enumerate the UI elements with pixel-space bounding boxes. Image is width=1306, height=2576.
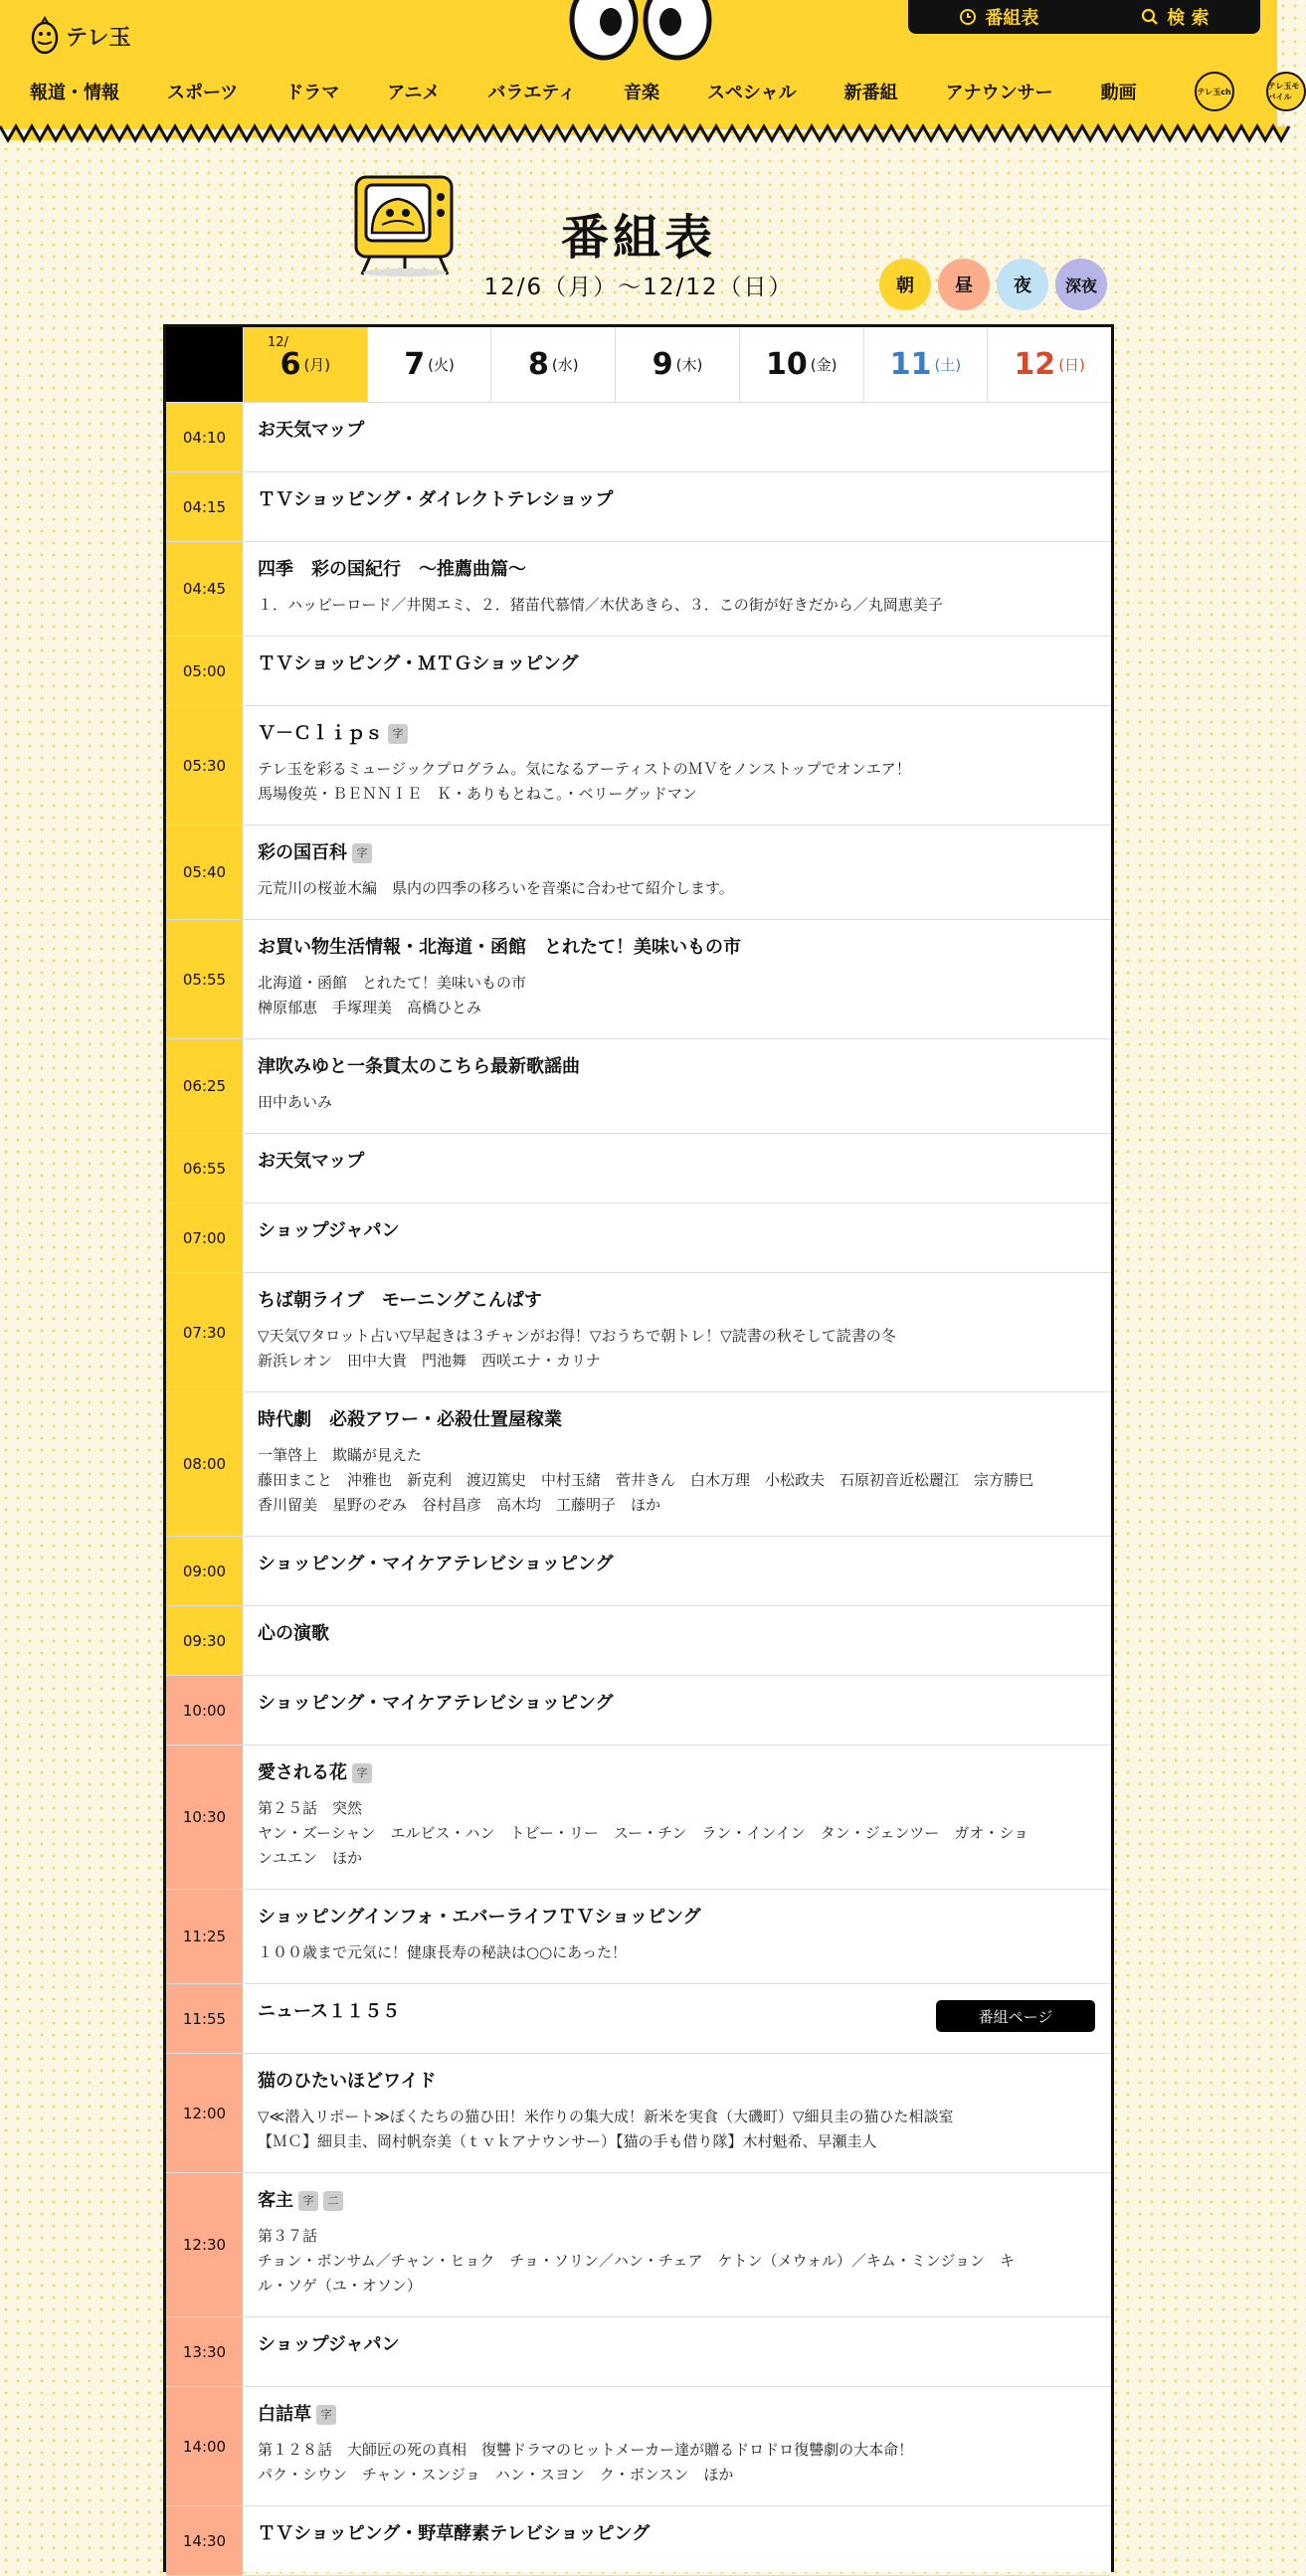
page-heading [0,159,1277,308]
program-badge: 字 [388,724,408,744]
program-title[interactable]: 愛される花 [258,1762,347,1783]
program-title-row [258,1905,1095,1931]
mascot-eyes-icon [567,0,714,64]
program-description-line: １００歳まで元気に！健康長寿の秘訣は○○にあった！ [258,1943,628,1961]
program-time: 05:55 [166,920,243,1038]
program-row [166,2506,1111,2576]
day-number: 10 [766,347,808,382]
program-description [258,757,1095,807]
program-row [166,706,1111,826]
program-guide-button[interactable] [959,4,1038,30]
program-description [258,2438,1095,2487]
program-row [166,1984,1111,2054]
program-title[interactable]: ＴＶショッピング・ＭＴＧショッピング [258,653,579,674]
program-time: 05:40 [166,826,243,919]
program-description-line: ヤン・ズーシャン エルビス・ハン トビー・リー スー・チン ラン・インイン タン・ジェンツー ガオ・ショ [258,1824,1029,1842]
program-row [166,920,1111,1039]
program-title[interactable]: 津吹みゆと一条貫太のこちら最新歌謡曲 [258,1056,580,1077]
day-tab[interactable] [739,327,863,402]
program-title-row [258,1288,1095,1314]
day-tab[interactable] [863,327,988,402]
program-description-line: ▽天気▽タロット占い▽早起きは３チャンがお得！▽おうちで朝トレ！▽読書の秋そして読書の冬 [258,1327,896,1345]
program-title[interactable]: ニュース１１５５ [258,2001,401,2022]
nav-item[interactable]: アナウンサー [945,83,1053,103]
program-time: 06:25 [166,1039,243,1133]
search-button[interactable] [1141,4,1209,30]
search-icon [1141,8,1159,26]
day-number: 6 [280,347,301,382]
date-range: 12/6（月）〜12/12（日） [483,275,794,300]
program-time: 06:55 [166,1134,243,1202]
program-time: 12:30 [166,2173,243,2316]
nav-item[interactable]: スペシャル [706,83,797,103]
program-time: 10:00 [166,1676,243,1745]
program-title-row [258,1407,1095,1433]
program-title[interactable]: お買い物生活情報・北海道・函館 とれたて！美味いもの市 [258,937,741,958]
program-title-row [258,2069,1095,2095]
header-zigzag-border [0,126,1277,146]
program-badge: 字 [316,2405,336,2425]
program-description-line: 元荒川の桜並木編 県内の四季の移ろいを音楽に合わせて紹介します。 [258,879,734,897]
program-title-row [258,2332,1095,2358]
program-description [258,971,1095,1020]
program-description [258,1796,1095,1871]
program-description [258,1324,1095,1374]
program-badge: 二 [323,2191,343,2211]
program-title[interactable]: ＴＶショッピング・野草酵素テレビショッピング [258,2523,651,2544]
nav-item[interactable]: スポーツ [167,83,239,103]
program-time: 08:00 [166,1392,243,1536]
program-title[interactable]: ショップジャパン [258,1220,400,1241]
program-row [166,1606,1111,1676]
program-badge: 字 [298,2191,318,2211]
program-cell[interactable] [243,1676,1111,1745]
program-cell[interactable] [243,1984,1111,2053]
program-title-row [258,1621,1095,1647]
day-of-week: (木) [675,356,703,374]
program-time: 14:30 [166,2506,243,2575]
program-row [166,472,1111,542]
program-time: 04:15 [166,472,243,541]
mobile-app-icon[interactable]: テレ玉モバイル [1266,72,1306,111]
page-title: 番組表 [560,210,716,266]
program-title-row [258,1691,1095,1717]
program-cell[interactable] [243,1134,1111,1202]
program-title[interactable]: お天気マップ [258,1151,365,1172]
day-tab[interactable] [367,327,491,402]
channel-icon[interactable]: テレ玉ch [1195,72,1234,111]
program-cell[interactable] [243,1273,1111,1391]
program-description-line: 第２５話 突然 [258,1799,363,1817]
program-cell[interactable] [243,1890,1111,1983]
program-description-line: 馬場俊英・ＢＥＮＮＩＥ Ｋ・ありもとねこ。・ベリーグッドマン [258,785,697,803]
day-number: 8 [528,347,549,382]
day-number: 9 [652,347,673,382]
day-tab[interactable] [243,327,367,402]
clock-icon [959,8,977,26]
program-badge: 字 [352,843,372,863]
program-badge: 字 [352,1763,372,1783]
program-time: 09:00 [166,1537,243,1605]
program-cell[interactable] [243,472,1111,541]
program-guide-label: 番組表 [985,8,1039,29]
program-cell[interactable] [243,2317,1111,2386]
program-title[interactable]: 心の演歌 [258,1623,329,1644]
time-button[interactable]: 朝 [879,259,931,310]
program-description-line: 藤田まこと 沖雅也 新克利 渡辺篤史 中村玉緒 菅井きん 白木万理 小松政夫 石原初音近松麗江 宗方勝巳 [258,1471,1034,1489]
program-title-row [258,1552,1095,1577]
program-description-line: 榊原郁恵 手塚理美 高橋ひとみ [258,999,482,1016]
program-time: 14:00 [166,2387,243,2505]
day-of-week: (日) [1058,356,1085,374]
program-row [166,2317,1111,2387]
day-tab[interactable] [490,327,615,402]
program-description [258,1443,1095,1518]
program-cell[interactable] [243,1392,1111,1536]
program-cell[interactable] [243,1203,1111,1272]
program-description-line: １．ハッピーロード／井関エミ、２．猪苗代慕情／木伏あきら、３．この街が好きだから／丸岡恵美子 [258,596,943,614]
program-page-button[interactable]: 番組ページ [936,2000,1095,2032]
table-corner [166,327,243,402]
program-row [166,1746,1111,1890]
program-description-line: 田中あいみ [258,1093,333,1111]
program-time: 11:55 [166,1984,243,2053]
nav-item[interactable]: ドラマ [285,83,340,103]
program-title[interactable]: ショッピングインフォ・エバーライフＴＶショッピング [258,1907,701,1928]
program-list [166,403,1111,2576]
program-description-line: ル・ソゲ（ユ・オソン） [258,2277,422,2295]
day-of-week: (月) [303,356,331,374]
day-number: 7 [404,347,426,382]
program-row [166,1537,1111,1606]
program-description [258,876,1095,901]
program-description-line: ンユエン ほか [258,1849,363,1867]
program-time: 04:10 [166,403,243,471]
day-of-week: (火) [428,356,455,374]
program-title[interactable]: ショップジャパン [258,2334,400,2355]
program-title-row [258,840,1095,866]
program-cell[interactable] [243,706,1111,825]
day-tabs [166,327,1111,403]
program-title[interactable]: 白詰草 [258,2404,311,2425]
program-cell[interactable] [243,1606,1111,1675]
program-time: 09:30 [166,1606,243,1675]
day-number: 12 [1014,347,1056,382]
program-row [166,2173,1111,2317]
program-description-line: 【ＭＣ】細貝圭、岡村帆奈美（ｔｖｋアナウンサー）【猫の手も借り隊】木村魁希、早瀬圭人 [258,2132,877,2150]
program-description-line: 一筆啓上 欺瞞が見えた [258,1446,423,1464]
program-title[interactable]: 猫のひたいほどワイド [258,2071,437,2092]
program-title[interactable]: お天気マップ [258,420,365,441]
nav-item[interactable]: 動画 [1100,83,1137,103]
tamachan-mascot-icon [30,16,60,56]
program-row [166,1039,1111,1134]
program-description [258,2224,1095,2299]
program-title[interactable]: 彩の国百科 [258,842,347,863]
program-cell[interactable] [243,826,1111,919]
program-title[interactable]: 客主 [258,2190,293,2211]
program-row [166,542,1111,637]
program-row [166,2054,1111,2173]
logo-text: テレ玉 [66,25,131,51]
program-cell[interactable] [243,2506,1111,2575]
day-of-week: (水) [551,356,579,374]
day-tab[interactable] [987,327,1111,402]
program-row [166,1676,1111,1746]
nav-item[interactable]: アニメ [387,83,441,103]
program-cell[interactable] [243,920,1111,1038]
program-time: 10:30 [166,1746,243,1889]
program-time: 07:30 [166,1273,243,1391]
day-of-week: (土) [934,356,962,374]
program-cell[interactable] [243,1537,1111,1605]
program-time: 05:30 [166,706,243,825]
day-month: 12/ [268,335,288,350]
program-title-row [258,418,1095,444]
program-row [166,1392,1111,1537]
program-row [166,2387,1111,2506]
program-title[interactable]: ショッピング・マイケアテレビショッピング [258,1693,614,1714]
program-title[interactable]: 時代劇 必殺アワー・必殺仕置屋稼業 [258,1409,562,1430]
program-description-line: 第３７話 [258,2227,318,2245]
day-of-week: (金) [810,356,838,374]
search-label: 検 索 [1167,8,1210,29]
program-time: 04:45 [166,542,243,636]
program-description-line: 第１２８話 大師匠の死の真相 復讐ドラマのヒットメーカー達が贈るドロドロ復讐劇の大本命！ [258,2441,914,2459]
program-title-row [258,1760,1095,1786]
program-title-row [258,1218,1095,1244]
program-title[interactable]: ＴＶショッピング・ダイレクトテレショップ [258,489,614,510]
program-title-row [258,1149,1095,1175]
program-title-row [258,2188,1095,2214]
schedule-table [163,324,1114,2572]
program-row [166,1203,1111,1273]
program-cell[interactable] [243,2387,1111,2505]
program-row [166,637,1111,706]
program-time: 07:00 [166,1203,243,1272]
program-row [166,1273,1111,1392]
site-header [0,0,1300,129]
program-cell[interactable] [243,2173,1111,2316]
program-cell[interactable] [243,637,1111,705]
program-title-row [258,2521,1095,2547]
program-description [258,1940,1095,1965]
program-title-row [258,1054,1095,1080]
program-row [166,826,1111,920]
program-cell[interactable] [243,542,1111,636]
site-logo[interactable] [30,16,131,56]
program-row [166,403,1111,472]
program-title-row [258,487,1095,513]
program-title[interactable]: ちば朝ライブ モーニングこんぱす [258,1290,542,1311]
program-title-row [258,651,1095,677]
program-description-line: 香川留美 星野のぞみ 谷村昌彦 高木均 工藤明子 ほか [258,1496,661,1514]
program-title-row [258,557,1095,583]
program-description-line: パク・シウン チャン・スンジョ ハン・スヨン ク・ボンスン ほか [258,2466,734,2484]
program-description-line: テレ玉を彩るミュージックプログラム。気になるアーティストのＭＶをノンストップでオンエア！ [258,760,911,778]
program-cell[interactable] [243,403,1111,471]
nav-item[interactable]: バラエティ [487,83,576,103]
main-nav [30,72,1306,111]
program-time: 11:25 [166,1890,243,1983]
nav-item[interactable]: 新番組 [843,83,898,103]
program-time: 13:30 [166,2317,243,2386]
program-time: 12:00 [166,2054,243,2172]
time-button[interactable]: 夜 [997,259,1048,310]
time-button[interactable]: 昼 [938,259,990,310]
program-cell[interactable] [243,2054,1111,2172]
program-description-line: 新浜レオン 田中大貴 門池舞 西咲エナ・カリナ [258,1352,601,1370]
program-description-line: 北海道・函館 とれたて！美味いもの市 [258,974,527,992]
program-title[interactable]: Ｖ－Ｃｌｉｐｓ [258,723,383,744]
program-description [258,593,1095,618]
program-description [258,1090,1095,1115]
day-number: 11 [889,347,932,382]
program-title-row [258,2402,1095,2428]
time-button[interactable]: 深夜 [1055,259,1107,310]
time-of-day-buttons [879,259,1107,310]
program-cell[interactable] [243,1746,1111,1889]
program-description [258,2105,1095,2154]
program-time: 05:00 [166,637,243,705]
program-row [166,1134,1111,1203]
nav-item[interactable]: 報道・情報 [30,83,119,103]
program-description-line: チョン・ボンサム／チャン・ヒョク チョ・ソリン／ハン・チェア ケトン（メウォル）／キム・ミンジョン キ [258,2252,1016,2270]
header-buttons [908,0,1260,34]
program-title-row [258,935,1095,961]
program-description-line: ▽≪潜入リポート≫ぼくたちの猫ひ田！米作りの集大成！新米を実食（大磯町）▽細貝圭の猫ひた相談室 [258,2108,954,2125]
program-title[interactable]: ショッピング・マイケアテレビショッピング [258,1554,614,1574]
program-cell[interactable] [243,1039,1111,1133]
day-tab[interactable] [615,327,739,402]
program-title-row [258,721,1095,747]
program-row [166,1890,1111,1984]
nav-item[interactable]: 音楽 [623,83,659,103]
program-title[interactable]: 四季 彩の国紀行 ～推薦曲篇～ [258,559,526,580]
